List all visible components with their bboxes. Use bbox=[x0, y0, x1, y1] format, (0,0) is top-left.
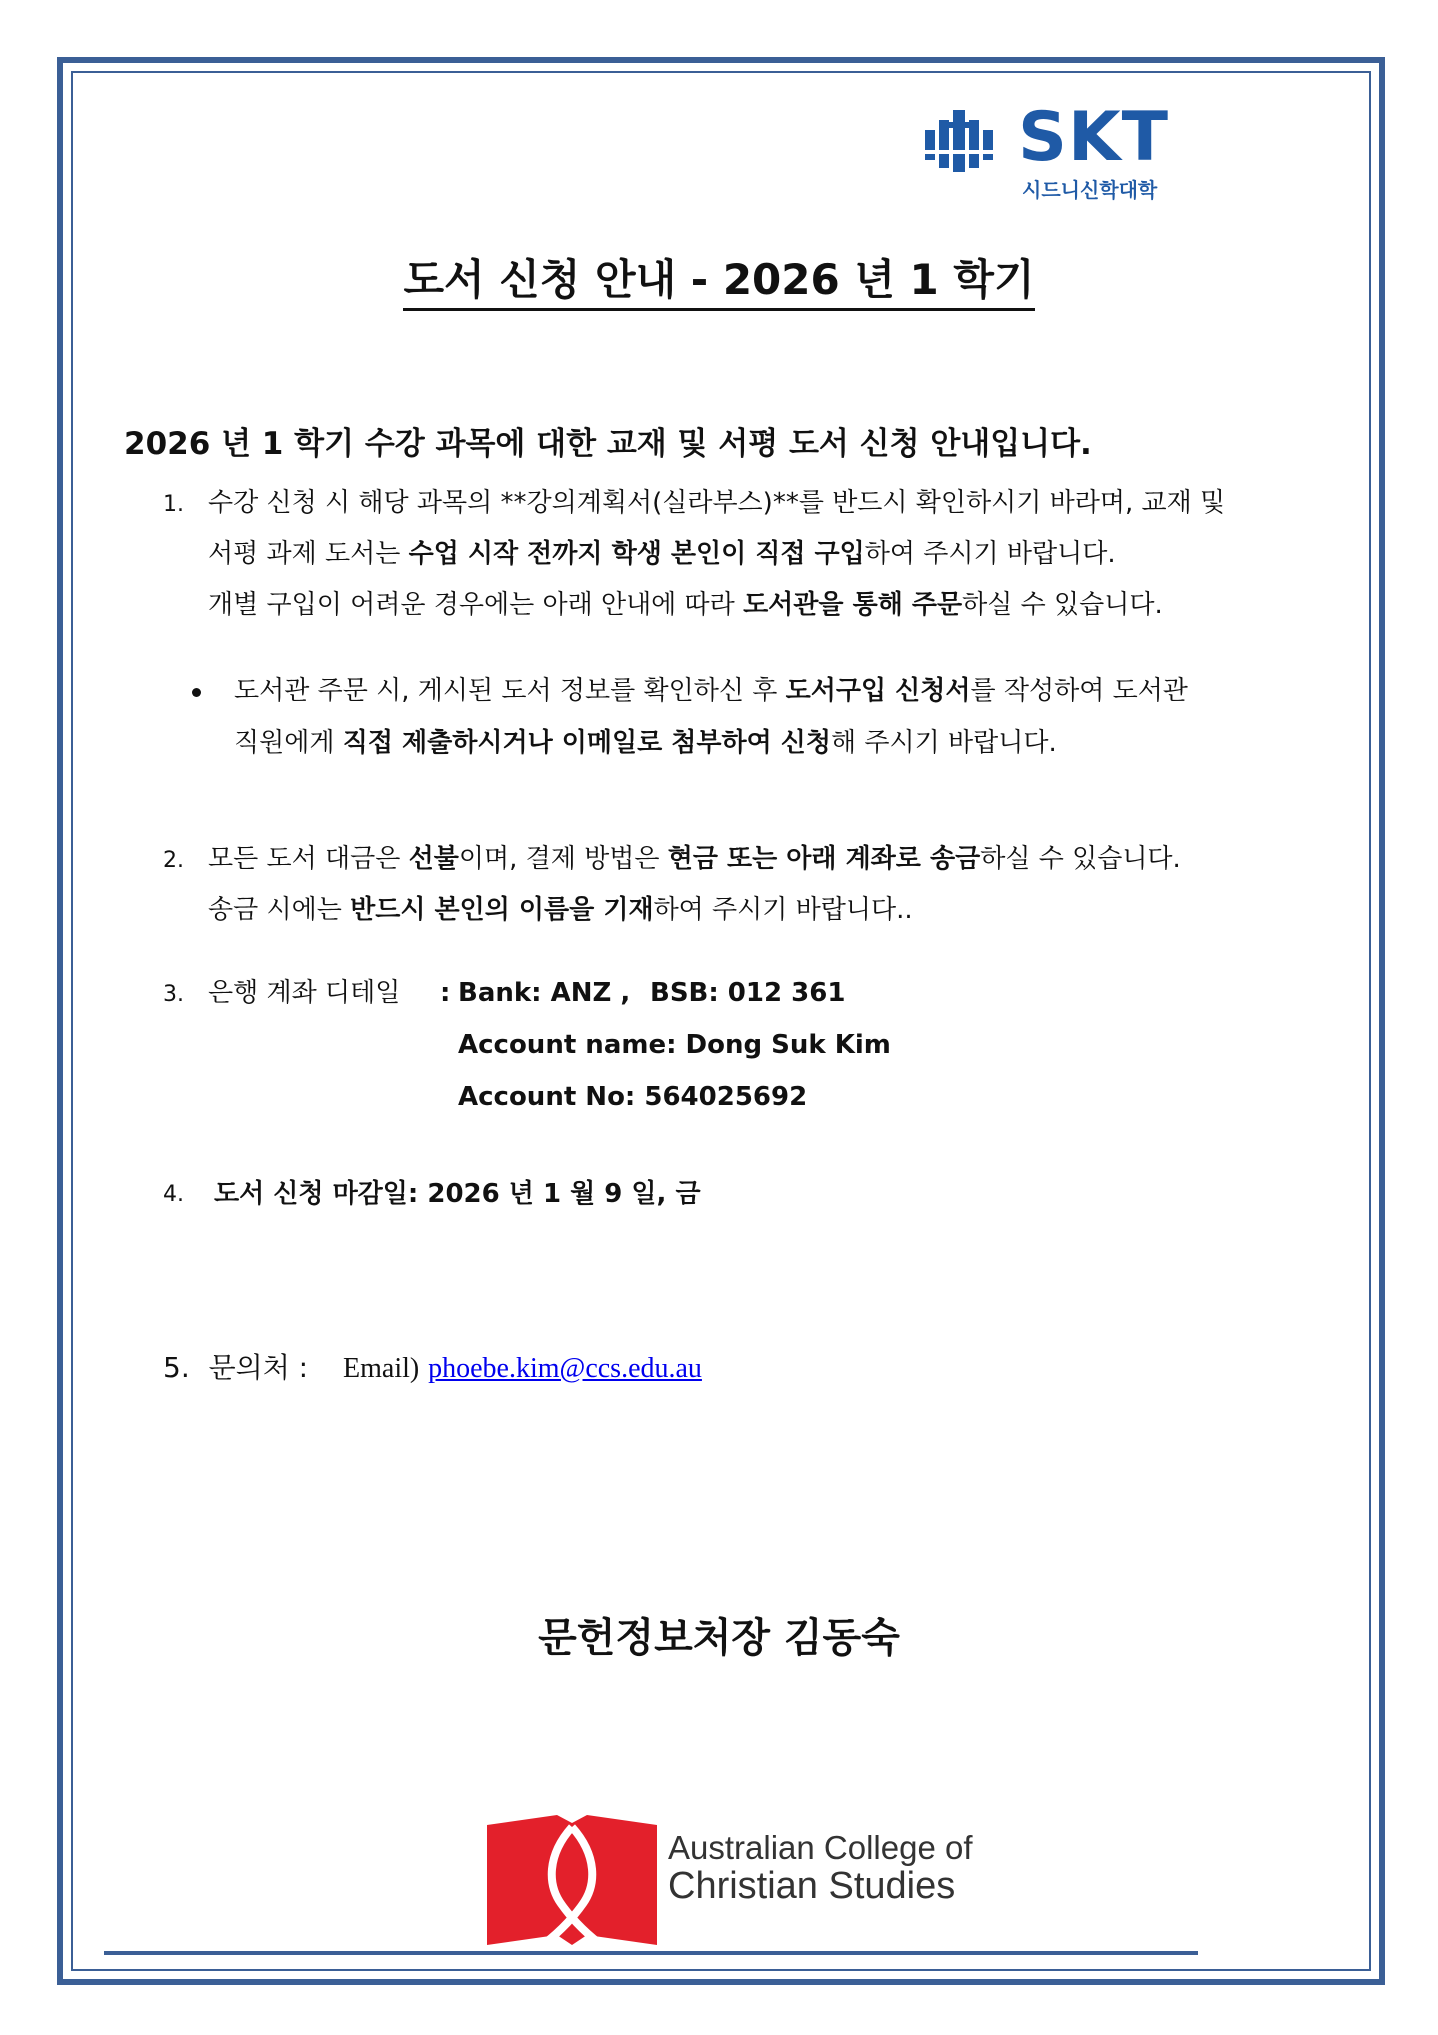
bank-colon: : bbox=[440, 978, 451, 1008]
contact-line bbox=[163, 1346, 702, 1386]
item-1-l3-text: 개별 구입이 어려운 경우에는 아래 안내에 따라 bbox=[208, 590, 744, 620]
item-5-number: 5. bbox=[163, 1351, 190, 1384]
bank-account-no: Account No: 564025692 bbox=[458, 1082, 808, 1112]
item-1-l3-bold: 도서관을 통해 주문 bbox=[743, 590, 963, 620]
bullet-l1-tail: 를 작성하여 도서관 bbox=[970, 676, 1188, 706]
item-1-number: 1. bbox=[163, 492, 184, 517]
item-1-line-2 bbox=[208, 529, 1116, 580]
item-2-l1-text: 모든 도서 대금은 bbox=[208, 844, 409, 874]
accs-logo-text bbox=[668, 1830, 973, 1908]
accs-logo-icon bbox=[487, 1805, 657, 1955]
bottom-rule bbox=[104, 1951, 1198, 1955]
item-2-l1-bold: 선불 bbox=[408, 844, 459, 874]
item-1-l2-tail: 하여 주시기 바랍니다. bbox=[864, 539, 1116, 569]
item-2-l1-tail: 하실 수 있습니다. bbox=[980, 844, 1181, 874]
bullet-l1-bold: 도서구입 신청서 bbox=[785, 676, 971, 706]
bullet-l2-text: 직원에게 bbox=[234, 728, 343, 758]
item-2-l2-text: 송금 시에는 bbox=[208, 895, 351, 925]
item-1-l2-text: 서평 과제 도서는 bbox=[208, 539, 409, 569]
bank-details-label: 은행 계좌 디테일 bbox=[208, 978, 401, 1008]
item-1-l2-bold: 수업 시작 전까지 학생 본인이 직접 구입 bbox=[408, 539, 865, 569]
deadline-text: 도서 신청 마감일: 2026 년 1 월 9 일, 금 bbox=[214, 1179, 701, 1209]
item-2-l2-tail: 하여 주시기 바랍니다.. bbox=[653, 895, 913, 925]
item-2-line-2 bbox=[208, 885, 913, 936]
contact-label: 문의처 : bbox=[208, 1351, 309, 1384]
bullet-l2-tail: 해 주시기 바랍니다. bbox=[831, 728, 1057, 758]
bank-bsb: BSB: 012 361 bbox=[650, 978, 846, 1008]
item-1-line-3 bbox=[208, 580, 1163, 631]
bank-name: Bank: ANZ , bbox=[458, 978, 631, 1008]
item-2-number: 2. bbox=[163, 848, 184, 873]
email-label: Email) bbox=[343, 1353, 420, 1384]
intro-heading: 2026 년 1 학기 수강 과목에 대한 교재 및 서평 도서 신청 안내입니다. bbox=[124, 426, 1092, 462]
page-border-inner bbox=[71, 71, 1371, 1971]
accs-logo-line-2: Christian Studies bbox=[668, 1865, 956, 1908]
item-3-number: 3. bbox=[163, 982, 184, 1007]
item-4-number: 4. bbox=[163, 1182, 184, 1207]
bullet-dot-icon bbox=[192, 688, 201, 697]
skt-logo-subtitle: 시드니신학대학 bbox=[1022, 178, 1158, 202]
title-text: 도서 신청 안내 - 2026 년 1 학기 bbox=[403, 255, 1034, 311]
page-title bbox=[0, 255, 1438, 305]
item-2-l1-bold-2: 현금 또는 아래 계좌로 송금 bbox=[667, 844, 981, 874]
item-2-l1-mid: 이며, 결제 방법은 bbox=[458, 844, 668, 874]
item-1-l1-text: 수강 신청 시 해당 과목의 **강의계획서(실라부스)**를 반드시 확인하시기 바라며, 교재 및 bbox=[208, 488, 1226, 518]
bullet-l1-text: 도서관 주문 시, 게시된 도서 정보를 확인하신 후 bbox=[234, 676, 786, 706]
email-link[interactable]: phoebe.kim@ccs.edu.au bbox=[428, 1353, 702, 1384]
accs-logo-line-1: Australian College of bbox=[668, 1829, 973, 1866]
bullet-line-2 bbox=[234, 718, 1057, 769]
bullet-line-1 bbox=[234, 666, 1188, 717]
item-1-l3-tail: 하실 수 있습니다. bbox=[962, 590, 1163, 620]
item-2-line-1 bbox=[208, 834, 1181, 885]
item-2-l2-bold: 반드시 본인의 이름을 기재 bbox=[350, 895, 654, 925]
bank-account-name: Account name: Dong Suk Kim bbox=[458, 1030, 891, 1060]
bullet-l2-bold: 직접 제출하시거나 이메일로 첨부하여 신청 bbox=[342, 728, 832, 758]
item-1-line-1 bbox=[208, 478, 1225, 529]
skt-logo-text: SKT bbox=[1018, 98, 1170, 177]
signature: 문헌정보처장 김동숙 bbox=[538, 1615, 900, 1661]
